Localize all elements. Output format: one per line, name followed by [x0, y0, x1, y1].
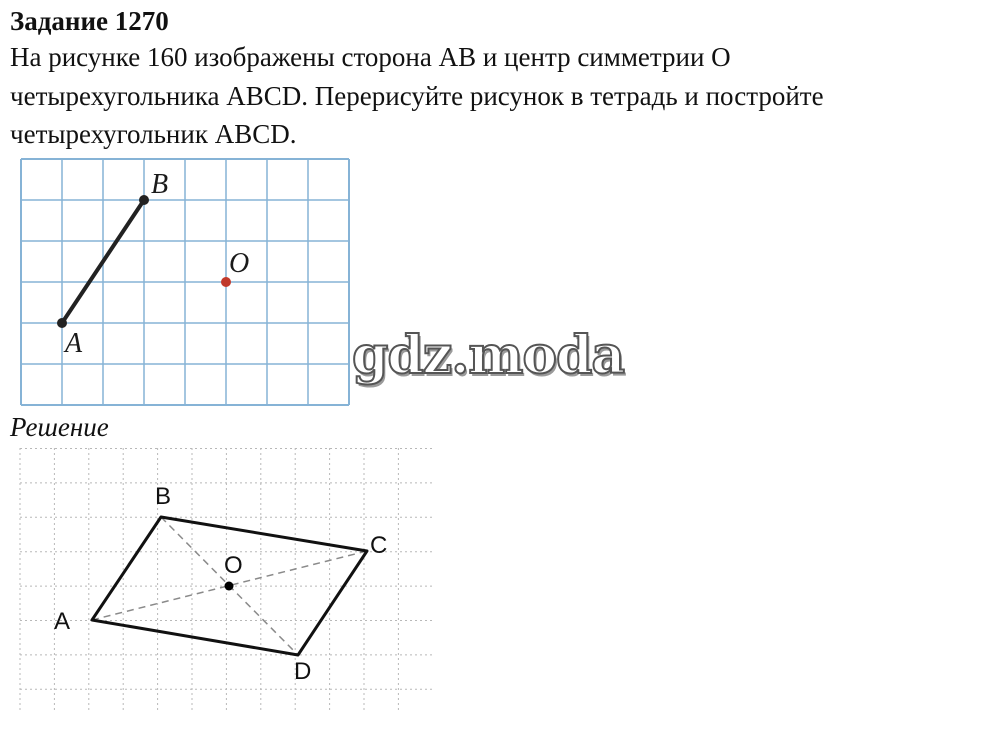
point-a-label: A	[65, 328, 83, 359]
solution-grid	[20, 448, 432, 712]
watermark: gdz.moda	[352, 325, 625, 386]
vertex-c-label: C	[370, 532, 388, 559]
vertex-d-label: D	[294, 658, 312, 685]
vertex-a-label: A	[54, 608, 71, 635]
point-o-label: O	[229, 248, 250, 279]
solution-heading: Решение	[10, 412, 109, 442]
point-o-dot	[225, 582, 234, 591]
vertex-b-label: B	[155, 483, 172, 510]
task-text-line-3: четырехугольник ABCD.	[10, 119, 297, 149]
point-b-label: B	[151, 169, 169, 200]
center-o-label: O	[224, 552, 243, 579]
task-text-line-1: На рисунке 160 изображены сторона AB и центр симметрии O	[10, 42, 731, 72]
task-text-line-2: четырехугольника ABCD. Перерисуйте рисунок в тетрадь и постройте	[10, 81, 824, 111]
task-title: Задание 1270	[10, 6, 169, 36]
